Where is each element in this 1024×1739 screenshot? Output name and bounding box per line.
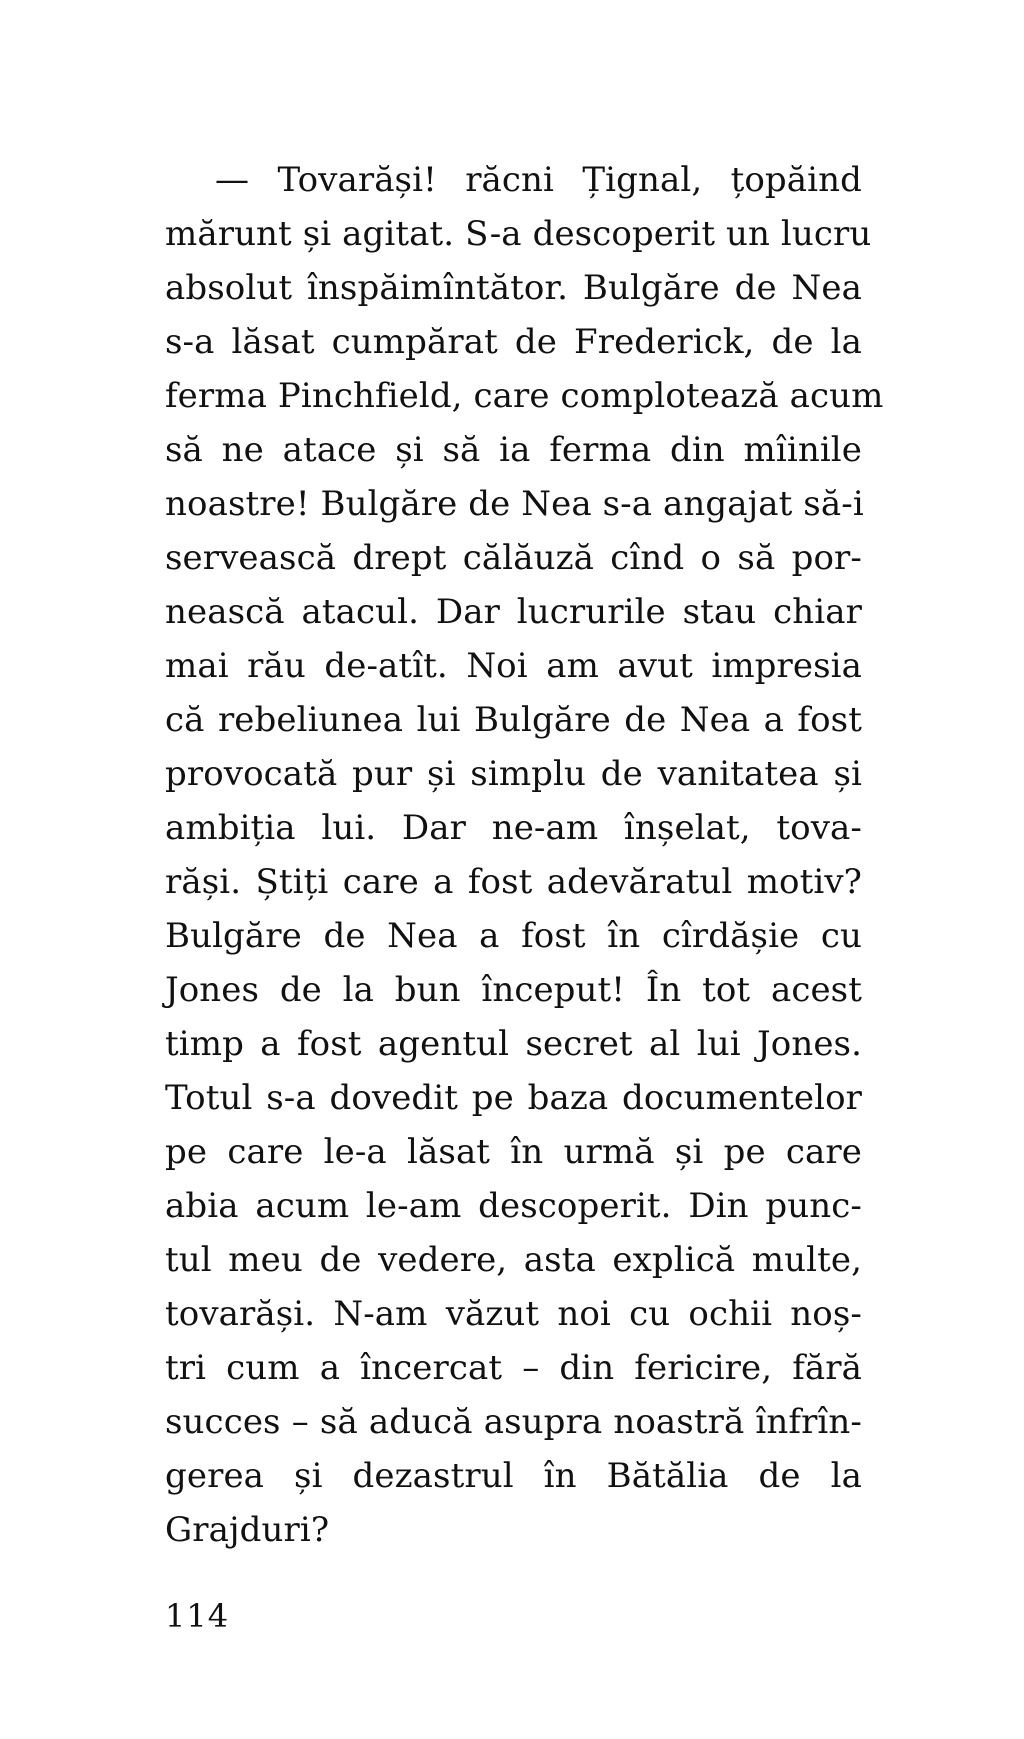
text-line: ferma Pinchfield, care complotează acum [165,376,884,416]
page-number: 114 [165,1597,230,1635]
text-line: s-a lăsat cumpărat de Frederick, de la [165,322,862,362]
text-line: să ne atace și să ia ferma din mîinile [165,430,862,470]
text-line: pe care le-a lăsat în urmă și pe care [165,1132,862,1172]
text-line: tovarăși. N-am văzut noi cu ochii noș- [165,1294,862,1334]
text-line: că rebeliunea lui Bulgăre de Nea a fost [165,700,862,740]
text-line: — Tovarăși! răcni Țignal, țopăind [215,160,862,200]
text-line: ambiția lui. Dar ne-am înșelat, tova- [165,808,862,848]
text-line: timp a fost agentul secret al lui Jones. [165,1024,862,1064]
text-line: Grajduri? [165,1510,330,1550]
text-line: succes – să aducă asupra noastră înfrîn- [165,1402,862,1442]
text-line: gerea și dezastrul în Bătălia de la [165,1456,862,1496]
text-line: Bulgăre de Nea a fost în cîrdășie cu [165,916,862,956]
text-line: tul meu de vedere, asta explică multe, [165,1240,862,1280]
text-line: absolut înspăimîntător. Bulgăre de Nea [165,268,862,308]
text-line: mărunt și agitat. S-a descoperit un lucru [165,214,872,254]
text-line: Totul s-a dovedit pe baza documentelor [165,1078,862,1118]
text-line: nească atacul. Dar lucrurile stau chiar [165,592,862,632]
text-line: tri cum a încercat – din fericire, fără [165,1348,862,1388]
body-paragraph [165,153,884,1557]
text-line: mai rău de-atît. Noi am avut impresia [165,646,862,686]
text-line: noastre! Bulgăre de Nea s-a angajat să-i [165,484,864,524]
text-line: Jones de la bun început! În tot acest [165,970,862,1010]
text-line: servească drept călăuză cînd o să por- [165,538,862,578]
text-line: provocată pur și simplu de vanitatea și [165,754,862,794]
text-line: abia acum le-am descoperit. Din punc- [165,1186,862,1226]
text-line: răși. Știți care a fost adevăratul motiv? [165,862,862,902]
